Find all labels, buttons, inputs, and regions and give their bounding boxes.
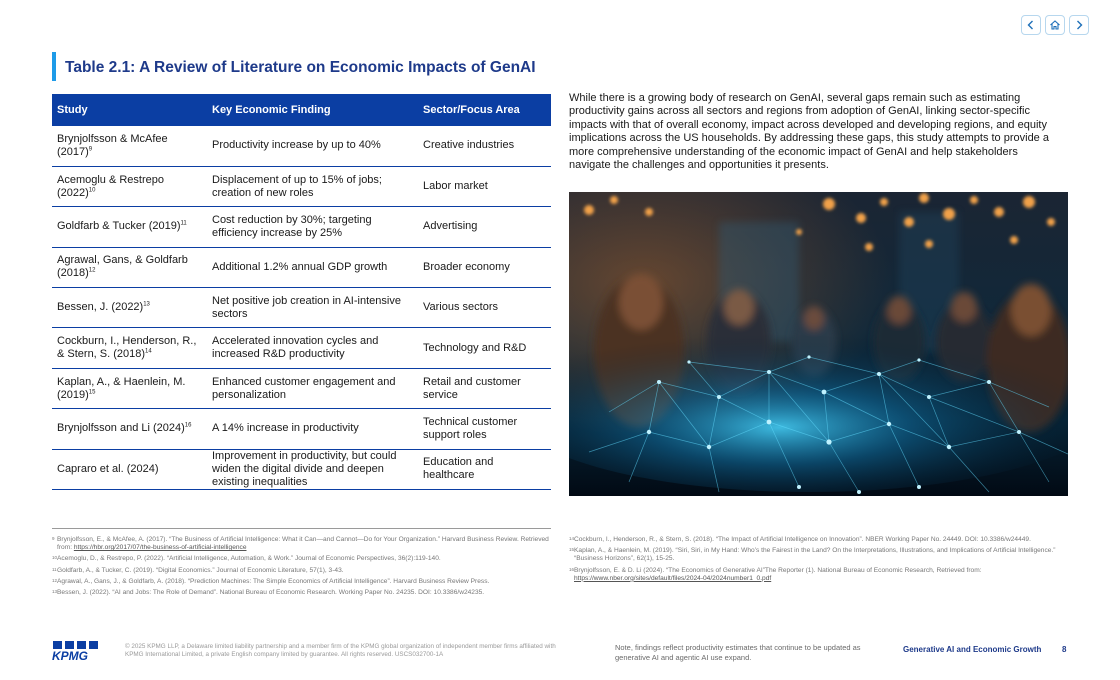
column-header-finding: Key Economic Finding bbox=[207, 94, 418, 126]
sector-cell: Various sectors bbox=[418, 288, 551, 328]
study-name: Kaplan, A., & Haenlein, M. (2019) bbox=[57, 375, 186, 401]
home-button[interactable] bbox=[1045, 15, 1065, 35]
sector-cell: Advertising bbox=[418, 207, 551, 247]
footnote bbox=[52, 578, 552, 586]
footnote-link[interactable]: https://hbr.org/2017/07/the-business-of-artificial-intelligence bbox=[73, 544, 247, 552]
footnote-ref: 11 bbox=[180, 220, 187, 227]
literature-table bbox=[52, 94, 551, 490]
title-accent-bar bbox=[52, 52, 56, 81]
study-cell bbox=[52, 449, 207, 489]
intro-paragraph: While there is a growing body of research on GenAI, several gaps remain such as estimating productivity gains across all sectors and regions from adoption of GenAI, linking sector-specific impacts with that of overall economy, impact across developed and developing regions, and equity implications across the US households. By addressing these gaps, this study attempts to provide a more comprehensive understanding of the economic impact of GenAI and help stakeholders navigate the challenges and opportunities it presents. bbox=[569, 92, 1049, 172]
footnotes-right bbox=[569, 536, 1064, 586]
footnote-text: Acemoglu, D., & Restrepo, P. (2022). “Artificial Intelligence, Automation, & Work.” Journal of Economic Perspectives, 36(2):119-140. bbox=[57, 555, 441, 563]
footnote bbox=[569, 536, 1064, 544]
finding-cell: Cost reduction by 30%; targeting efficiency increase by 25% bbox=[207, 207, 418, 247]
table-row bbox=[52, 368, 551, 408]
footnote-number: 14 bbox=[569, 536, 575, 541]
footnote-text: Cockburn, I., Henderson, R., & Stern, S. (2018). “The Impact of Artificial Intelligence on Innovation”. NBER Working Paper No. 24449. DOI: 10.3386/w24449. bbox=[574, 536, 1031, 543]
footnote-ref: 15 bbox=[88, 388, 96, 395]
table-row bbox=[52, 126, 551, 166]
sector-cell: Technical customer support roles bbox=[418, 409, 551, 449]
footnote-number: 13 bbox=[52, 589, 58, 595]
study-name: Brynjolfsson & McAfee (2017) bbox=[57, 132, 168, 158]
footnote-divider bbox=[52, 528, 551, 529]
study-name: Cockburn, I., Henderson, R., & Stern, S. (2018) bbox=[57, 335, 197, 361]
study-cell bbox=[52, 207, 207, 247]
report-title: Generative AI and Economic Growth bbox=[903, 645, 1042, 654]
footnote bbox=[52, 589, 552, 597]
footnote-ref: 13 bbox=[143, 301, 150, 308]
footnote-number: 11 bbox=[52, 566, 57, 572]
footnote-ref: 10 bbox=[88, 186, 96, 193]
next-page-button[interactable] bbox=[1069, 15, 1089, 35]
sector-cell: Retail and customer service bbox=[418, 368, 551, 408]
footnote bbox=[52, 555, 552, 563]
study-name: Bessen, J. (2022) bbox=[57, 301, 144, 314]
chevron-right-icon bbox=[1073, 19, 1085, 31]
study-name: Brynjolfsson and Li (2024) bbox=[57, 422, 185, 435]
finding-cell: Net positive job creation in AI-intensive sectors bbox=[207, 288, 418, 328]
page-title: Table 2.1: A Review of Literature on Economic Impacts of GenAI bbox=[65, 59, 536, 76]
page-navigation bbox=[1021, 15, 1089, 35]
footnote bbox=[52, 536, 552, 552]
footnote-ref: 14 bbox=[145, 348, 152, 355]
footnote-text: Kaplan, A., & Haenlein, M. (2019). “Siri, Siri, in My Hand: Who’s the Fairest in the Land? On the Interpretations, Illustrations, and Implications of Artificial Intelligence.” “Business Horizons”, 62(1), 15-25. bbox=[574, 547, 1056, 563]
study-cell bbox=[52, 247, 207, 287]
study-name: Goldfarb & Tucker (2019) bbox=[57, 220, 181, 233]
footnote-number: 16 bbox=[569, 566, 575, 572]
footnote bbox=[52, 567, 552, 575]
sector-cell: Labor market bbox=[418, 166, 551, 206]
footnote bbox=[569, 567, 1064, 583]
chevron-left-icon bbox=[1025, 19, 1037, 31]
finding-cell: A 14% increase in productivity bbox=[207, 409, 418, 449]
footnote-number: 12 bbox=[52, 577, 58, 583]
footnote-ref: 9 bbox=[88, 146, 93, 153]
table-row bbox=[52, 409, 551, 449]
footnote bbox=[569, 547, 1064, 563]
finding-cell: Productivity increase by up to 40% bbox=[207, 126, 418, 166]
study-cell bbox=[52, 288, 207, 328]
footnote-link[interactable]: https://www.nber.org/sites/default/files/2024-04/2024number1_0.pdf bbox=[574, 574, 772, 582]
finding-cell: Displacement of up to 15% of jobs; creation of new roles bbox=[207, 166, 418, 206]
footnote-text: Brynjolfsson, E. & D. Li (2024). “The Economics of Generative AI”The Reporter (1). National Bureau of Economic Research, Retrieved from: bbox=[574, 566, 982, 574]
footnote-text: Goldfarb, A., & Tucker, C. (2019). “Digital Economics.” Journal of Economic Literature, 57(1), 3-43. bbox=[57, 566, 344, 574]
table-row bbox=[52, 207, 551, 247]
previous-page-button[interactable] bbox=[1021, 15, 1041, 35]
table-row bbox=[52, 166, 551, 206]
column-header-sector: Sector/Focus Area bbox=[418, 94, 551, 126]
page-number: 8 bbox=[1062, 645, 1067, 654]
sector-cell: Broader economy bbox=[418, 247, 551, 287]
column-header-study: Study bbox=[52, 94, 207, 126]
finding-cell: Additional 1.2% annual GDP growth bbox=[207, 247, 418, 287]
footnote-number: 15 bbox=[569, 547, 575, 553]
footnote-ref: 12 bbox=[88, 267, 96, 274]
footnote-text: Agrawal, A., Gans, J., & Goldfarb, A. (2018). “Prediction Machines: The Simple Economics of Artificial Intelligence”. Harvard Business Review Press. bbox=[57, 577, 490, 585]
finding-cell: Improvement in productivity, but could widen the digital divide and deepen existing inequalities bbox=[207, 449, 418, 489]
footnote-text: Bessen, J. (2022). “AI and Jobs: The Role of Demand”. National Bureau of Economic Research. Working Paper No. 24235. DOI: 10.3386/w24235. bbox=[57, 589, 485, 597]
study-cell bbox=[52, 368, 207, 408]
footnote-text: Brynjolfsson, E., & McAfee, A. (2017). “The Business of Artificial Intelligence: What it Can—and Cannot—Do for Your Organization.” Harvard Business Review. Retrieved from: bbox=[57, 536, 549, 552]
table-row bbox=[52, 449, 551, 489]
copyright-text: © 2025 KPMG LLP, a Delaware limited liability partnership and a member firm of the KPMG global organization of independent member firms affiliated with KPMG International Limited, a private English company limited by guarantee. All rights reserved. USCS032700-1A bbox=[125, 643, 556, 658]
footnotes-left bbox=[52, 536, 552, 600]
study-cell bbox=[52, 166, 207, 206]
study-name: Acemoglu & Restrepo (2022) bbox=[57, 173, 164, 199]
meeting-network-image bbox=[569, 192, 1068, 496]
sector-cell: Creative industries bbox=[418, 126, 551, 166]
table-row bbox=[52, 328, 551, 368]
sector-cell: Education and healthcare bbox=[418, 449, 551, 489]
svg-text:KPMG: KPMG bbox=[52, 649, 88, 661]
finding-cell: Accelerated innovation cycles and increased R&D productivity bbox=[207, 328, 418, 368]
footnote-number: 10 bbox=[52, 555, 58, 561]
finding-cell: Enhanced customer engagement and personalization bbox=[207, 368, 418, 408]
footnote-number: 9 bbox=[52, 536, 55, 541]
study-cell bbox=[52, 126, 207, 166]
table-row bbox=[52, 247, 551, 287]
footnote-ref: 16 bbox=[184, 422, 192, 429]
sector-cell: Technology and R&D bbox=[418, 328, 551, 368]
table-header-row bbox=[52, 94, 551, 126]
findings-note: Note, findings reflect productivity estimates that continue to be updated as generative AI and agentic AI use expand. bbox=[615, 643, 861, 662]
study-cell bbox=[52, 409, 207, 449]
home-icon bbox=[1049, 19, 1061, 31]
table-row bbox=[52, 288, 551, 328]
study-cell bbox=[52, 328, 207, 368]
kpmg-logo bbox=[52, 641, 102, 661]
study-name: Capraro et al. (2024) bbox=[57, 462, 159, 475]
study-name: Agrawal, Gans, & Goldfarb (2018) bbox=[57, 254, 188, 280]
